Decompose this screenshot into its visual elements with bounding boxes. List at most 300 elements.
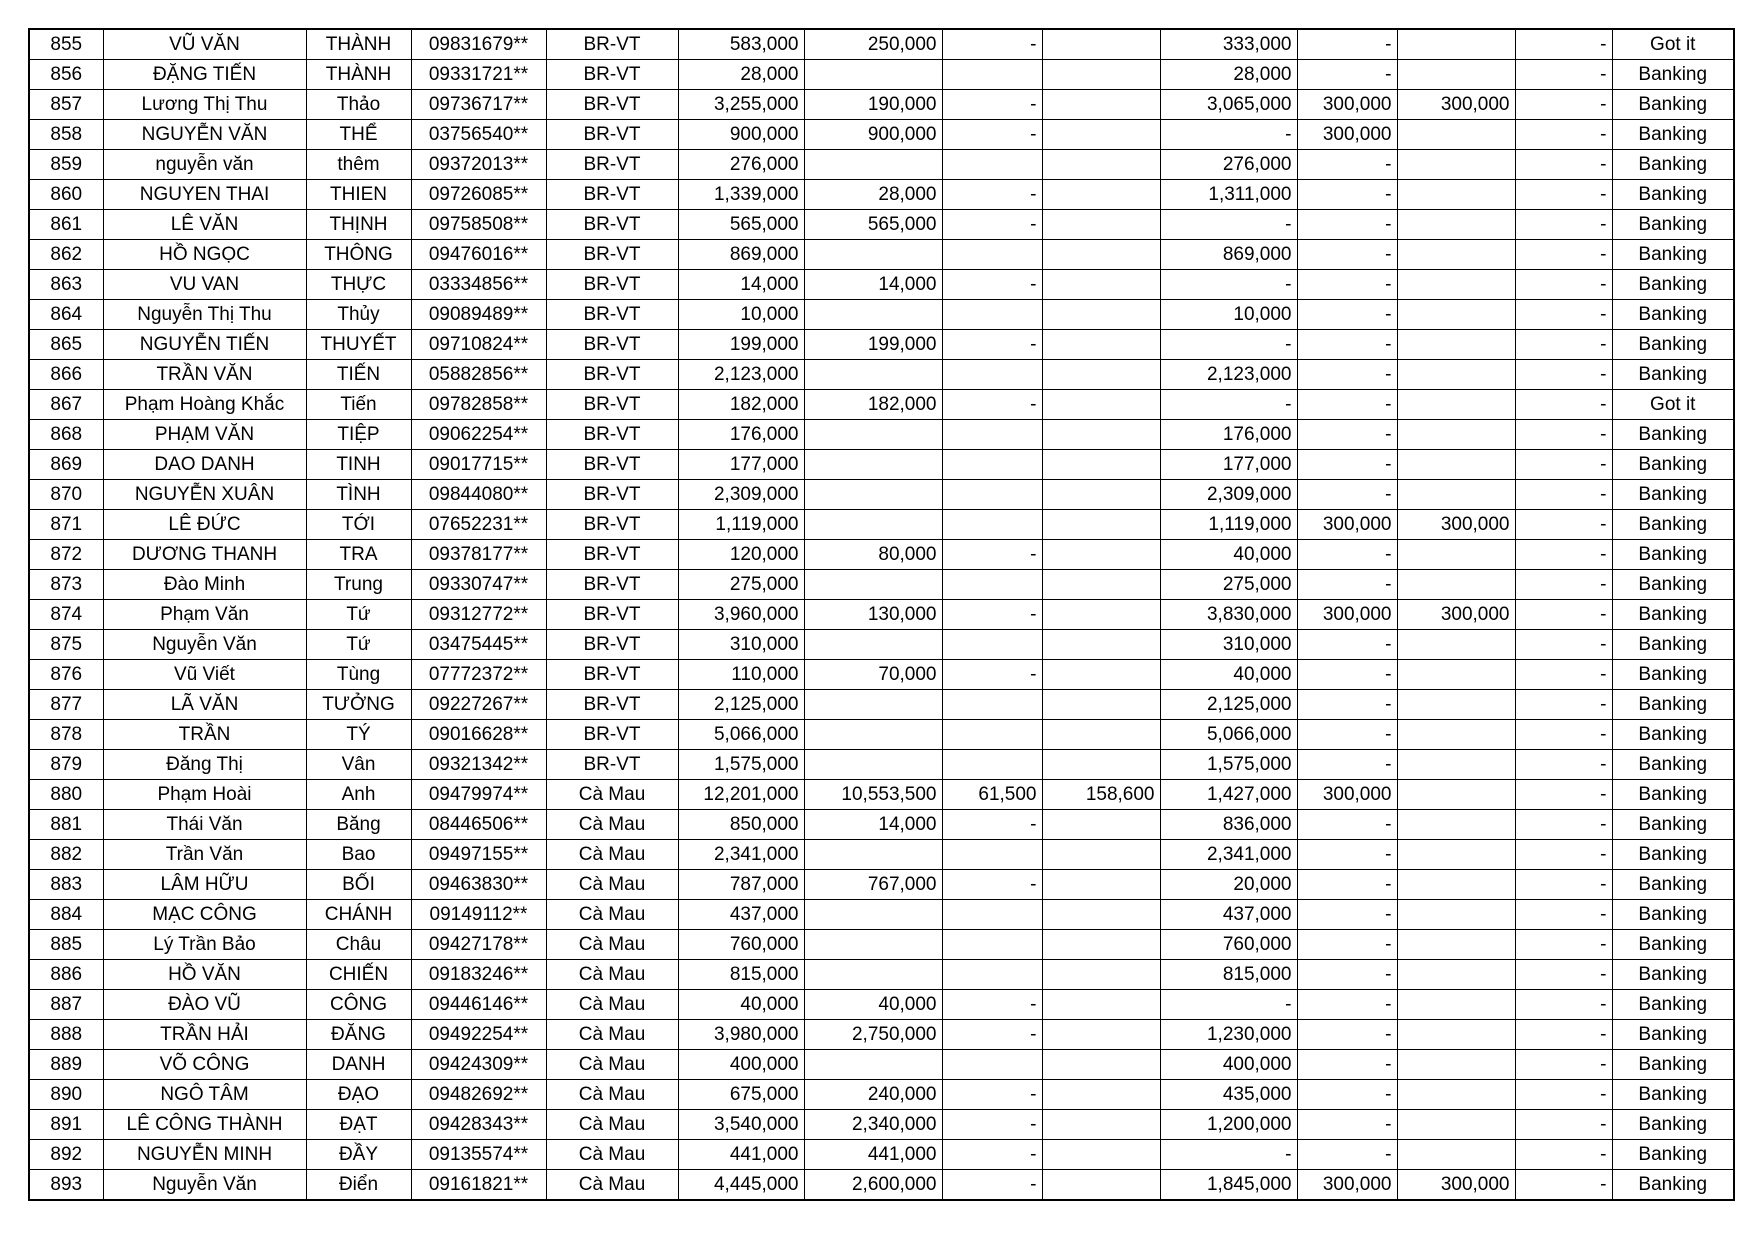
cell-sdt: 09479974** [411,780,546,810]
table-row [29,570,1734,600]
cell-c5: 1,575,000 [1160,750,1297,780]
cell-stt: 856 [29,60,103,90]
cell-hinh_thuc: Banking [1612,360,1734,390]
cell-c7 [1397,480,1515,510]
cell-c7: 300,000 [1397,1170,1515,1201]
cell-c1: 110,000 [678,660,804,690]
table-row [29,930,1734,960]
cell-ten: TỚI [306,510,411,540]
cell-c4 [1042,720,1160,750]
cell-c3: - [942,390,1042,420]
cell-sdt: 09758508** [411,210,546,240]
cell-sdt: 09463830** [411,870,546,900]
cell-c2: 767,000 [804,870,942,900]
cell-ten: ĐẦY [306,1140,411,1170]
cell-c5: 333,000 [1160,29,1297,60]
table-row [29,420,1734,450]
cell-c7 [1397,1140,1515,1170]
cell-c8: - [1515,60,1612,90]
cell-c5: 275,000 [1160,570,1297,600]
cell-c1: 400,000 [678,1050,804,1080]
cell-tinh: BR-VT [546,690,678,720]
cell-c5: 1,845,000 [1160,1170,1297,1201]
cell-ho_dem: VŨ VĂN [103,29,306,60]
cell-c8: - [1515,1050,1612,1080]
cell-c5: 2,309,000 [1160,480,1297,510]
table-row [29,180,1734,210]
cell-c2: 14,000 [804,810,942,840]
cell-c4 [1042,870,1160,900]
cell-sdt: 09428343** [411,1110,546,1140]
cell-c4 [1042,1020,1160,1050]
table-row [29,810,1734,840]
cell-c8: - [1515,750,1612,780]
cell-hinh_thuc: Banking [1612,120,1734,150]
cell-c7 [1397,540,1515,570]
cell-sdt: 09089489** [411,300,546,330]
cell-c5: 1,119,000 [1160,510,1297,540]
cell-c7 [1397,720,1515,750]
cell-c2 [804,960,942,990]
cell-c1: 441,000 [678,1140,804,1170]
cell-c2 [804,840,942,870]
cell-c2: 441,000 [804,1140,942,1170]
cell-c5: 400,000 [1160,1050,1297,1080]
cell-c6: - [1297,570,1397,600]
cell-ho_dem: LÊ CÔNG THÀNH [103,1110,306,1140]
cell-ten: THUYẾT [306,330,411,360]
cell-sdt: 03334856** [411,270,546,300]
cell-c3 [942,690,1042,720]
cell-tinh: Cà Mau [546,1110,678,1140]
cell-ho_dem: Nguyễn Thị Thu [103,300,306,330]
cell-stt: 878 [29,720,103,750]
table-row [29,300,1734,330]
cell-c1: 2,341,000 [678,840,804,870]
cell-c5: - [1160,210,1297,240]
cell-ten: TÌNH [306,480,411,510]
cell-c7 [1397,930,1515,960]
cell-sdt: 07652231** [411,510,546,540]
cell-ho_dem: Lương Thị Thu [103,90,306,120]
cell-stt: 886 [29,960,103,990]
cell-c7: 300,000 [1397,510,1515,540]
cell-c7 [1397,270,1515,300]
table-row [29,270,1734,300]
cell-hinh_thuc: Banking [1612,870,1734,900]
cell-stt: 866 [29,360,103,390]
cell-c3 [942,150,1042,180]
cell-ho_dem: TRẦN HẢI [103,1020,306,1050]
cell-c4 [1042,1080,1160,1110]
cell-c2 [804,60,942,90]
cell-c4 [1042,180,1160,210]
cell-stt: 893 [29,1170,103,1201]
cell-c7 [1397,570,1515,600]
cell-ten: CHIẾN [306,960,411,990]
cell-ho_dem: PHẠM VĂN [103,420,306,450]
cell-c3 [942,300,1042,330]
cell-c1: 900,000 [678,120,804,150]
cell-c1: 199,000 [678,330,804,360]
table-row [29,1050,1734,1080]
cell-c1: 675,000 [678,1080,804,1110]
cell-c8: - [1515,90,1612,120]
cell-c2 [804,510,942,540]
cell-c8: - [1515,29,1612,60]
cell-c6: - [1297,360,1397,390]
cell-c5: 310,000 [1160,630,1297,660]
cell-ten: ĐẠO [306,1080,411,1110]
cell-c7 [1397,750,1515,780]
cell-c3: - [942,120,1042,150]
cell-sdt: 09844080** [411,480,546,510]
cell-c2 [804,240,942,270]
cell-c2 [804,570,942,600]
cell-c3 [942,1050,1042,1080]
cell-c7 [1397,450,1515,480]
cell-c5: 276,000 [1160,150,1297,180]
cell-tinh: Cà Mau [546,900,678,930]
cell-ten: Tứ [306,630,411,660]
cell-c4 [1042,390,1160,420]
cell-c4 [1042,360,1160,390]
cell-stt: 868 [29,420,103,450]
cell-c4 [1042,240,1160,270]
cell-c8: - [1515,120,1612,150]
cell-c6: - [1297,720,1397,750]
cell-ho_dem: nguyễn văn [103,150,306,180]
table-row [29,150,1734,180]
cell-tinh: BR-VT [546,600,678,630]
cell-c8: - [1515,390,1612,420]
cell-c3 [942,960,1042,990]
cell-tinh: Cà Mau [546,780,678,810]
cell-ten: Châu [306,930,411,960]
cell-sdt: 05882856** [411,360,546,390]
cell-c1: 177,000 [678,450,804,480]
table-row [29,60,1734,90]
cell-c6: - [1297,810,1397,840]
cell-c3: - [942,990,1042,1020]
cell-c7 [1397,240,1515,270]
cell-c8: - [1515,1020,1612,1050]
cell-c3: - [942,90,1042,120]
table-row [29,360,1734,390]
cell-tinh: BR-VT [546,450,678,480]
cell-sdt: 09424309** [411,1050,546,1080]
cell-c7 [1397,360,1515,390]
cell-ten: THÀNH [306,29,411,60]
cell-c1: 3,255,000 [678,90,804,120]
table-row [29,120,1734,150]
cell-sdt: 09331721** [411,60,546,90]
cell-c2 [804,690,942,720]
cell-c6: - [1297,930,1397,960]
cell-ten: Bao [306,840,411,870]
cell-ten: TÝ [306,720,411,750]
cell-sdt: 09831679** [411,29,546,60]
cell-ho_dem: Phạm Hoài [103,780,306,810]
cell-c1: 12,201,000 [678,780,804,810]
cell-ten: CHÁNH [306,900,411,930]
cell-ho_dem: ĐẶNG TIẾN [103,60,306,90]
cell-sdt: 09476016** [411,240,546,270]
cell-c8: - [1515,690,1612,720]
cell-ten: TRA [306,540,411,570]
cell-c5: 10,000 [1160,300,1297,330]
cell-c1: 4,445,000 [678,1170,804,1201]
cell-hinh_thuc: Banking [1612,1110,1734,1140]
cell-c3 [942,840,1042,870]
cell-c4 [1042,480,1160,510]
cell-hinh_thuc: Banking [1612,1020,1734,1050]
cell-c8: - [1515,600,1612,630]
cell-stt: 858 [29,120,103,150]
cell-c3: - [942,180,1042,210]
cell-ten: Tứ [306,600,411,630]
cell-c1: 5,066,000 [678,720,804,750]
cell-c2: 199,000 [804,330,942,360]
cell-stt: 885 [29,930,103,960]
cell-c8: - [1515,960,1612,990]
cell-sdt: 03475445** [411,630,546,660]
cell-c8: - [1515,270,1612,300]
cell-sdt: 09161821** [411,1170,546,1201]
cell-c1: 182,000 [678,390,804,420]
cell-tinh: BR-VT [546,330,678,360]
cell-c7 [1397,1020,1515,1050]
cell-c7 [1397,900,1515,930]
cell-c1: 869,000 [678,240,804,270]
cell-c2: 2,340,000 [804,1110,942,1140]
cell-hinh_thuc: Banking [1612,780,1734,810]
cell-c7 [1397,210,1515,240]
cell-c7 [1397,870,1515,900]
cell-ten: TIỆP [306,420,411,450]
cell-ten: THIEN [306,180,411,210]
cell-c7 [1397,690,1515,720]
table-row [29,900,1734,930]
cell-c1: 437,000 [678,900,804,930]
cell-c4 [1042,450,1160,480]
cell-c1: 40,000 [678,990,804,1020]
cell-hinh_thuc: Banking [1612,180,1734,210]
cell-c1: 120,000 [678,540,804,570]
cell-sdt: 09149112** [411,900,546,930]
cell-c7: 300,000 [1397,90,1515,120]
cell-tinh: BR-VT [546,540,678,570]
cell-c3 [942,570,1042,600]
cell-ten: TIẾN [306,360,411,390]
cell-c5: 3,830,000 [1160,600,1297,630]
cell-stt: 861 [29,210,103,240]
cell-c8: - [1515,1170,1612,1201]
cell-ten: THÔNG [306,240,411,270]
cell-c5: 1,427,000 [1160,780,1297,810]
cell-ten: BỐI [306,870,411,900]
cell-c1: 14,000 [678,270,804,300]
cell-c5: 1,200,000 [1160,1110,1297,1140]
cell-stt: 875 [29,630,103,660]
table-row [29,750,1734,780]
cell-c5: 2,125,000 [1160,690,1297,720]
cell-c5: - [1160,1140,1297,1170]
cell-hinh_thuc: Banking [1612,420,1734,450]
cell-ho_dem: MẠC CÔNG [103,900,306,930]
cell-stt: 883 [29,870,103,900]
cell-c4 [1042,810,1160,840]
cell-c6: - [1297,960,1397,990]
cell-tinh: BR-VT [546,240,678,270]
cell-c4 [1042,840,1160,870]
cell-c7 [1397,60,1515,90]
cell-c2 [804,630,942,660]
cell-c1: 3,980,000 [678,1020,804,1050]
cell-ten: Tiến [306,390,411,420]
cell-c4: 158,600 [1042,780,1160,810]
cell-ten: Trung [306,570,411,600]
cell-hinh_thuc: Banking [1612,510,1734,540]
cell-c4 [1042,630,1160,660]
cell-c8: - [1515,210,1612,240]
cell-c8: - [1515,840,1612,870]
cell-c1: 850,000 [678,810,804,840]
cell-ho_dem: Nguyễn Văn [103,630,306,660]
cell-c1: 176,000 [678,420,804,450]
cell-tinh: BR-VT [546,630,678,660]
cell-c8: - [1515,360,1612,390]
cell-tinh: Cà Mau [546,840,678,870]
cell-tinh: Cà Mau [546,1050,678,1080]
cell-c2: 130,000 [804,600,942,630]
cell-c3: - [942,540,1042,570]
cell-c8: - [1515,450,1612,480]
cell-ho_dem: DƯƠNG THANH [103,540,306,570]
cell-c4 [1042,750,1160,780]
cell-stt: 870 [29,480,103,510]
cell-ho_dem: Thái Văn [103,810,306,840]
cell-ho_dem: Vũ Viết [103,660,306,690]
cell-c4 [1042,1110,1160,1140]
cell-tinh: BR-VT [546,150,678,180]
cell-ho_dem: ĐÀO VŨ [103,990,306,1020]
cell-hinh_thuc: Banking [1612,270,1734,300]
cell-c6: - [1297,660,1397,690]
cell-c7 [1397,960,1515,990]
cell-c5: - [1160,330,1297,360]
cell-c6: - [1297,990,1397,1020]
cell-hinh_thuc: Banking [1612,990,1734,1020]
cell-sdt: 09227267** [411,690,546,720]
cell-c4 [1042,150,1160,180]
cell-hinh_thuc: Banking [1612,840,1734,870]
cell-c5: 176,000 [1160,420,1297,450]
cell-ho_dem: NGUYỄN VĂN [103,120,306,150]
cell-c8: - [1515,330,1612,360]
cell-c6: 300,000 [1297,510,1397,540]
cell-ho_dem: VÕ CÔNG [103,1050,306,1080]
cell-ho_dem: DAO DANH [103,450,306,480]
cell-hinh_thuc: Banking [1612,810,1734,840]
cell-c4 [1042,960,1160,990]
cell-c4 [1042,330,1160,360]
cell-hinh_thuc: Got it [1612,29,1734,60]
cell-c2 [804,420,942,450]
cell-c8: - [1515,930,1612,960]
cell-stt: 859 [29,150,103,180]
cell-c3: - [942,1080,1042,1110]
cell-ho_dem: Đào Minh [103,570,306,600]
cell-c1: 3,960,000 [678,600,804,630]
cell-ho_dem: Phạm Hoàng Khắc [103,390,306,420]
cell-tinh: BR-VT [546,29,678,60]
cell-c3: - [942,1110,1042,1140]
cell-hinh_thuc: Banking [1612,240,1734,270]
cell-c8: - [1515,990,1612,1020]
cell-c6: - [1297,150,1397,180]
cell-c5: 760,000 [1160,930,1297,960]
cell-ho_dem: Nguyễn Văn [103,1170,306,1201]
cell-c5: 836,000 [1160,810,1297,840]
table-row [29,600,1734,630]
cell-stt: 871 [29,510,103,540]
cell-c3 [942,450,1042,480]
cell-c1: 815,000 [678,960,804,990]
cell-hinh_thuc: Banking [1612,90,1734,120]
cell-c3 [942,60,1042,90]
cell-ten: TƯỞNG [306,690,411,720]
cell-c2: 182,000 [804,390,942,420]
cell-tinh: BR-VT [546,750,678,780]
cell-c7 [1397,840,1515,870]
cell-hinh_thuc: Banking [1612,540,1734,570]
cell-c3 [942,720,1042,750]
cell-c5: 1,311,000 [1160,180,1297,210]
cell-stt: 872 [29,540,103,570]
cell-hinh_thuc: Banking [1612,1050,1734,1080]
cell-hinh_thuc: Banking [1612,750,1734,780]
cell-c4 [1042,60,1160,90]
cell-sdt: 09726085** [411,180,546,210]
cell-c1: 760,000 [678,930,804,960]
cell-c6: - [1297,300,1397,330]
cell-c1: 10,000 [678,300,804,330]
cell-ten: CÔNG [306,990,411,1020]
cell-c8: - [1515,240,1612,270]
cell-c8: - [1515,510,1612,540]
cell-c8: - [1515,540,1612,570]
cell-c3: - [942,600,1042,630]
cell-c6: - [1297,630,1397,660]
cell-hinh_thuc: Banking [1612,480,1734,510]
cell-ho_dem: HỒ VĂN [103,960,306,990]
cell-c3: - [942,810,1042,840]
cell-ten: Thủy [306,300,411,330]
cell-c4 [1042,660,1160,690]
cell-c8: - [1515,630,1612,660]
table-row [29,510,1734,540]
cell-c3: - [942,1140,1042,1170]
cell-c2: 28,000 [804,180,942,210]
cell-c1: 583,000 [678,29,804,60]
table-row [29,1080,1734,1110]
cell-hinh_thuc: Banking [1612,1140,1734,1170]
cell-hinh_thuc: Got it [1612,390,1734,420]
cell-c2: 2,600,000 [804,1170,942,1201]
cell-sdt: 09710824** [411,330,546,360]
table-row [29,540,1734,570]
